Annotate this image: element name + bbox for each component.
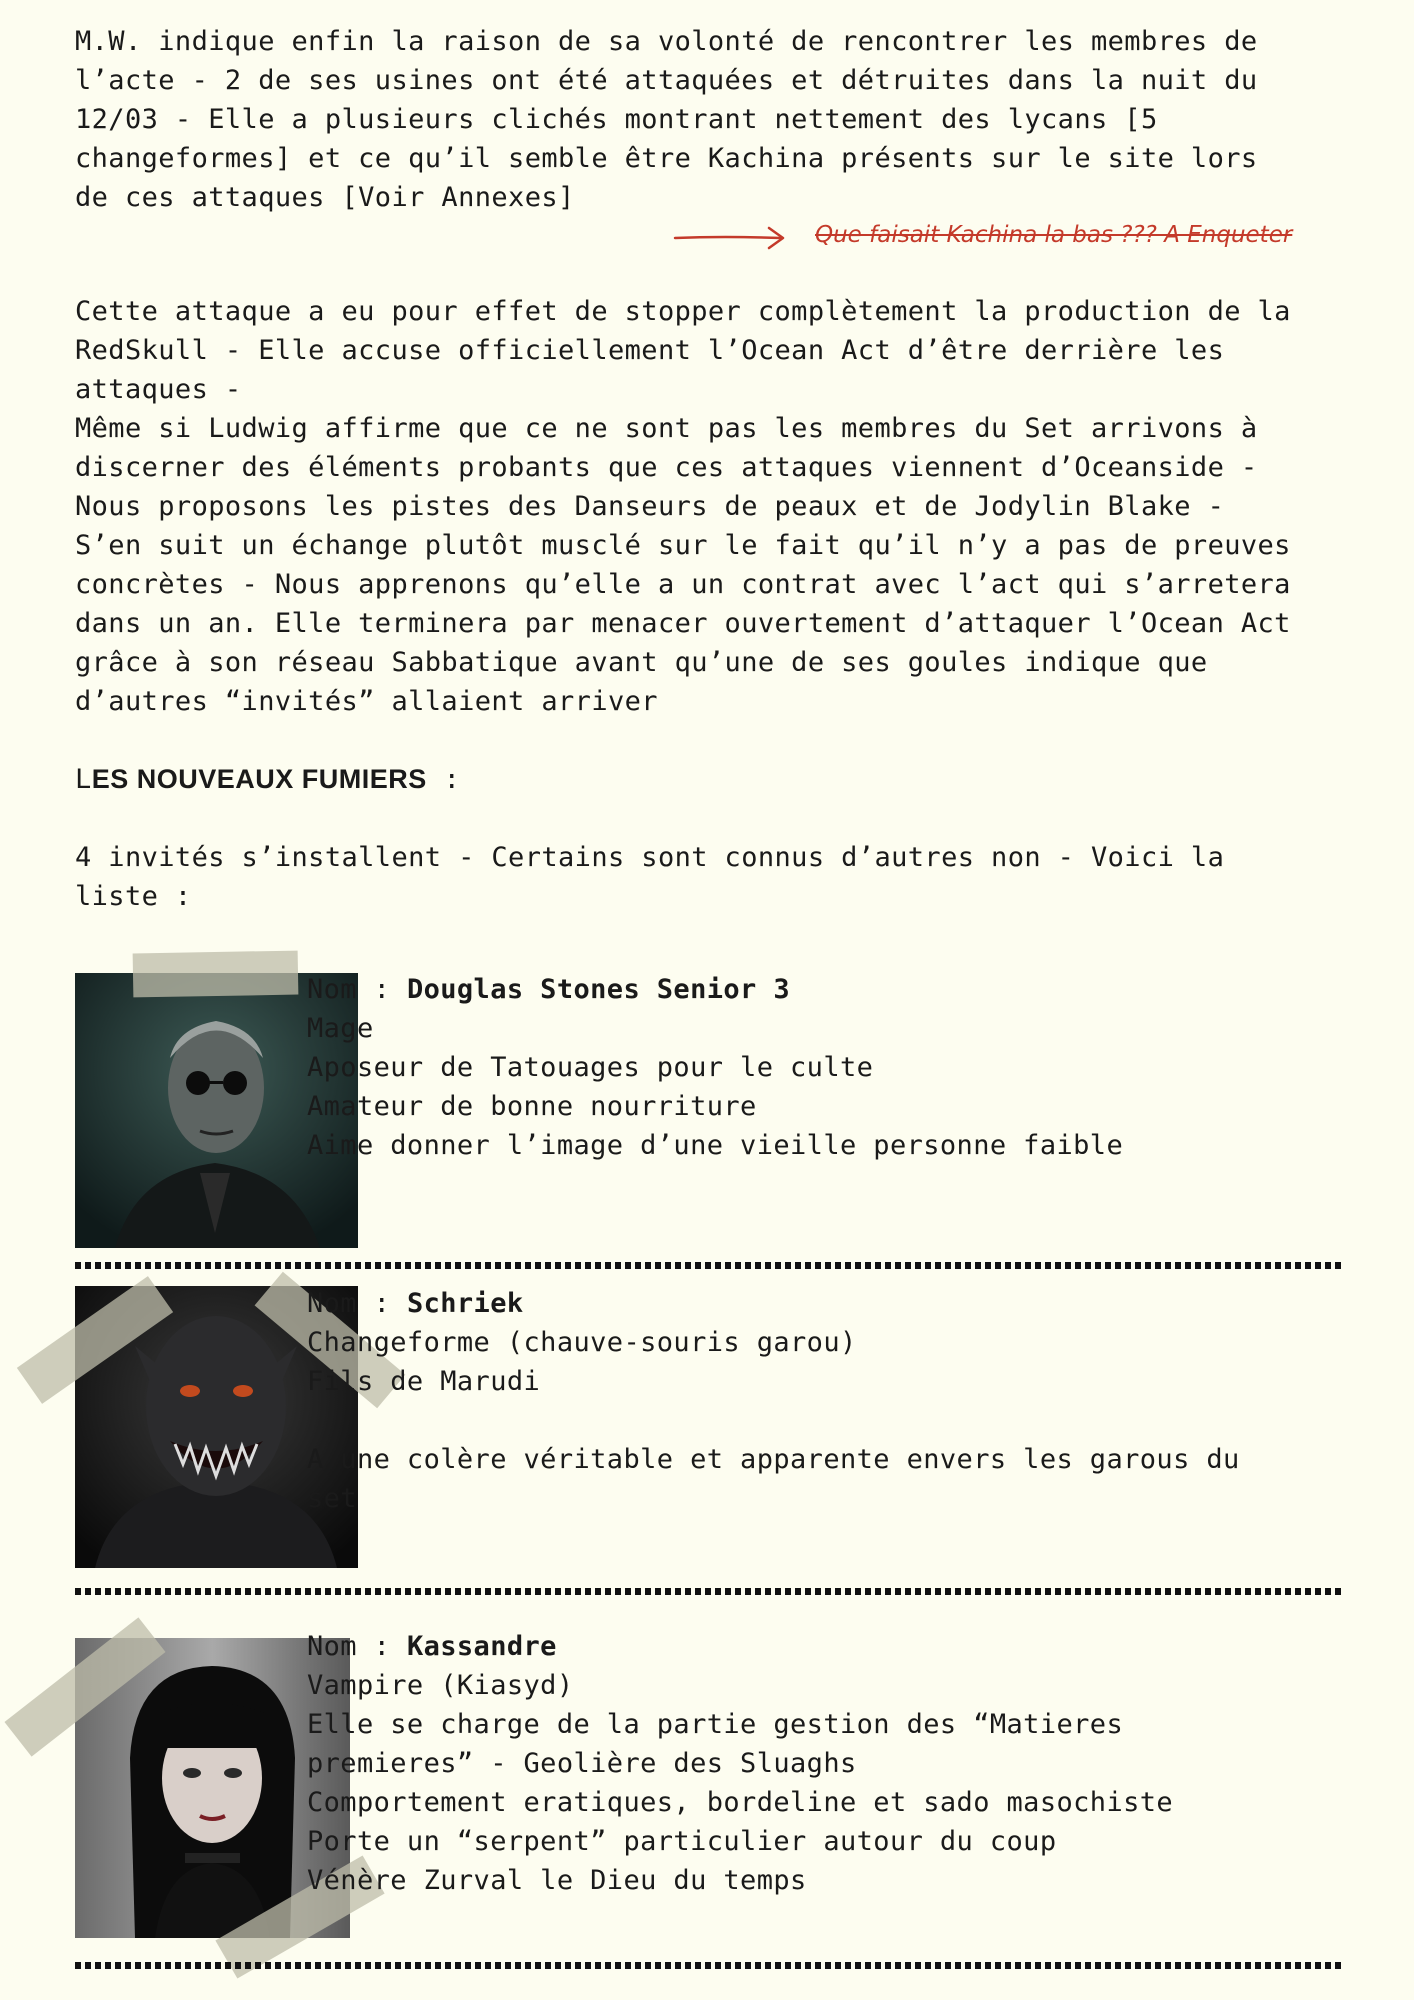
dotted-separator <box>75 1588 1345 1595</box>
character-detail: Mage <box>307 1013 374 1044</box>
character-detail: A une colère véritable et apparente envers les garous du <box>307 1444 1240 1475</box>
paragraph-2-line: S’en suit un échange plutôt musclé sur le fait qu’il n’y a pas de preuves <box>75 530 1291 561</box>
section-intro-line: liste : <box>75 881 192 912</box>
paragraph-1 <box>75 22 1345 217</box>
paragraph-1-line: de ces attaques [Voir Annexes] <box>75 182 575 213</box>
paragraph-2-line: RedSkull - Elle accuse officiellement l’Ocean Act d’être derrière les <box>75 335 1225 366</box>
paragraph-2-line: dans un an. Elle terminera par menacer ouvertement d’attaquer l’Ocean Act <box>75 608 1291 639</box>
section-intro-line: 4 invités s’installent - Certains sont connus d’autres non - Voici la <box>75 842 1225 873</box>
character-detail: premieres” - Geolière des Sluaghs <box>307 1748 857 1779</box>
document-page <box>75 22 1345 912</box>
heading-first-letter: L <box>75 764 92 795</box>
paragraph-1-line: l’acte - 2 de ses usines ont été attaquées et détruites dans la nuit du <box>75 65 1258 96</box>
paragraph-2-line: Cette attaque a eu pour effet de stopper complètement la production de la <box>75 296 1291 327</box>
annotation-text: Que faisait Kachina la bas ??? A Enqueter <box>815 222 1293 248</box>
heading-text: ES NOUVEAUX FUMIERS <box>91 764 427 794</box>
character-detail: Fils de Marudi <box>307 1366 541 1397</box>
character-detail: Aposeur de Tatouages pour le culte <box>307 1052 874 1083</box>
character-detail: Amateur de bonne nourriture <box>307 1091 757 1122</box>
name-label: Nom : <box>307 1288 407 1319</box>
character-detail: Changeforme (chauve-souris garou) <box>307 1327 857 1358</box>
character-detail: Comportement eratiques, bordeline et sado masochiste <box>307 1787 1174 1818</box>
character-info <box>307 970 1297 1165</box>
character-name: Kassandre <box>406 1631 557 1662</box>
character-info <box>307 1284 1297 1518</box>
paragraph-2-line: discerner des éléments probants que ces attaques viennent d’Oceanside - <box>75 452 1258 483</box>
tape-strip <box>133 951 299 998</box>
paragraph-1-line: 12/03 - Elle a plusieurs clichés montrant nettement des lycans [5 <box>75 104 1158 135</box>
character-info <box>307 1627 1297 1900</box>
character-detail: Vénère Zurval le Dieu du temps <box>307 1865 807 1896</box>
paragraph-2-line: Même si Ludwig affirme que ce ne sont pas les membres du Set arrivons à <box>75 413 1258 444</box>
character-detail: set <box>307 1483 357 1514</box>
handwritten-annotation <box>75 222 1375 262</box>
character-detail: Aime donner l’image d’une vieille personne faible <box>307 1130 1124 1161</box>
paragraph-2-line: Nous proposons les pistes des Danseurs de peaux et de Jodylin Blake - <box>75 491 1225 522</box>
character-name: Schriek <box>406 1288 524 1319</box>
paragraph-2-line: concrètes - Nous apprenons qu’elle a un contrat avec l’act qui s’arretera <box>75 569 1291 600</box>
character-detail: Elle se charge de la partie gestion des “Matieres <box>307 1709 1124 1740</box>
section-heading <box>75 760 460 799</box>
name-label: Nom : <box>307 1631 407 1662</box>
character-detail <box>307 1401 1297 1440</box>
paragraph-2-line: attaques - <box>75 374 242 405</box>
paragraph-1-line: changeformes] et ce qu’il semble être Kachina présents sur le site lors <box>75 143 1258 174</box>
paragraph-2-line: grâce à son réseau Sabbatique avant qu’une de ses goules indique que <box>75 647 1208 678</box>
arrow-icon <box>673 220 793 260</box>
character-detail: Vampire (Kiasyd) <box>307 1670 574 1701</box>
name-label: Nom : <box>307 974 407 1005</box>
character-detail: Porte un “serpent” particulier autour du coup <box>307 1826 1057 1857</box>
dotted-separator <box>75 1262 1345 1269</box>
paragraph-2-line: d’autres “invités” allaient arriver <box>75 686 658 717</box>
character-name: Douglas Stones Senior 3 <box>406 974 791 1005</box>
section-intro <box>75 838 1224 916</box>
dotted-separator <box>75 1962 1345 1969</box>
paragraph-2 <box>75 292 1291 721</box>
heading-colon: : <box>426 764 461 795</box>
paragraph-1-line: M.W. indique enfin la raison de sa volonté de rencontrer les membres de <box>75 26 1258 57</box>
